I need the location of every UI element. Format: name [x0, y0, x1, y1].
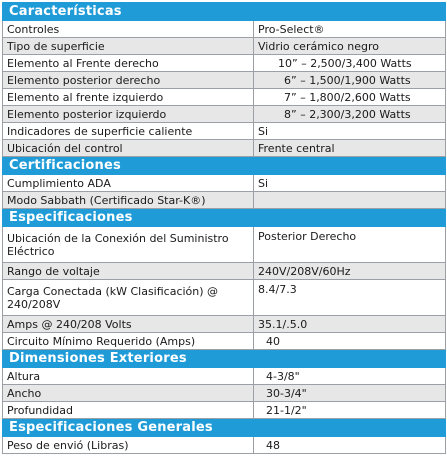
table-row [3, 106, 446, 123]
row-label: Tipo de superficie [3, 38, 254, 55]
row-label: Circuito Mínimo Requerido (Amps) [3, 333, 254, 350]
spec-table-body [3, 3, 446, 454]
section-header [3, 419, 446, 437]
row-value: Si [254, 123, 446, 140]
row-value: 6” – 1,500/1,900 Watts [254, 72, 446, 89]
row-label: Ancho [3, 385, 254, 402]
section-header [3, 157, 446, 175]
row-label: Profundidad [3, 402, 254, 419]
table-row [3, 437, 446, 454]
row-label: Amps @ 240/208 Volts [3, 316, 254, 333]
table-row [3, 38, 446, 55]
row-value: 48 [254, 437, 446, 454]
table-row [3, 192, 446, 209]
section-title: Dimensiones Exteriores [3, 350, 446, 368]
row-label: Rango de voltaje [3, 263, 254, 280]
table-row [3, 140, 446, 157]
row-value: 8” – 2,300/3,200 Watts [254, 106, 446, 123]
row-value: Posterior Derecho [254, 227, 446, 263]
table-row [3, 263, 446, 280]
table-row [3, 123, 446, 140]
row-value: 40 [254, 333, 446, 350]
section-title: Especificaciones [3, 209, 446, 227]
table-row [3, 333, 446, 350]
row-label: Modo Sabbath (Certificado Star-K®) [3, 192, 254, 209]
row-value: 21-1/2" [254, 402, 446, 419]
table-row [3, 402, 446, 419]
section-header [3, 3, 446, 21]
row-value: Pro-Select® [254, 21, 446, 38]
table-row [3, 227, 446, 263]
table-row [3, 368, 446, 385]
row-label: Altura [3, 368, 254, 385]
section-title: Certificaciones [3, 157, 446, 175]
row-label: Elemento al Frente derecho [3, 55, 254, 72]
row-label: Indicadores de superficie caliente [3, 123, 254, 140]
table-row [3, 385, 446, 402]
table-row [3, 89, 446, 106]
section-title: Especificaciones Generales [3, 419, 446, 437]
row-value [254, 192, 446, 209]
section-title: Características [3, 3, 446, 21]
row-label: Elemento al frente izquierdo [3, 89, 254, 106]
spec-table [2, 2, 446, 454]
row-value: 8.4/7.3 [254, 280, 446, 316]
table-row [3, 72, 446, 89]
row-label: Cumplimiento ADA [3, 175, 254, 192]
row-label: Controles [3, 21, 254, 38]
row-label: Elemento posterior derecho [3, 72, 254, 89]
row-value: Si [254, 175, 446, 192]
section-header [3, 350, 446, 368]
row-value: 4-3/8" [254, 368, 446, 385]
row-label: Elemento posterior izquierdo [3, 106, 254, 123]
table-row [3, 316, 446, 333]
table-row [3, 175, 446, 192]
table-row [3, 280, 446, 316]
section-header [3, 209, 446, 227]
row-value: Frente central [254, 140, 446, 157]
row-label: Ubicación de la Conexión del Suministro Eléctrico [3, 227, 254, 263]
row-value: 10” – 2,500/3,400 Watts [254, 55, 446, 72]
row-label: Carga Conectada (kW Clasificación) @ 240/208V [3, 280, 254, 316]
table-row [3, 21, 446, 38]
row-label: Ubicación del control [3, 140, 254, 157]
row-value: 35.1/.5.0 [254, 316, 446, 333]
row-value: 7” – 1,800/2,600 Watts [254, 89, 446, 106]
table-row [3, 55, 446, 72]
row-value: 30-3/4" [254, 385, 446, 402]
row-value: 240V/208V/60Hz [254, 263, 446, 280]
row-label: Peso de envió (Libras) [3, 437, 254, 454]
row-value: Vidrio cerámico negro [254, 38, 446, 55]
